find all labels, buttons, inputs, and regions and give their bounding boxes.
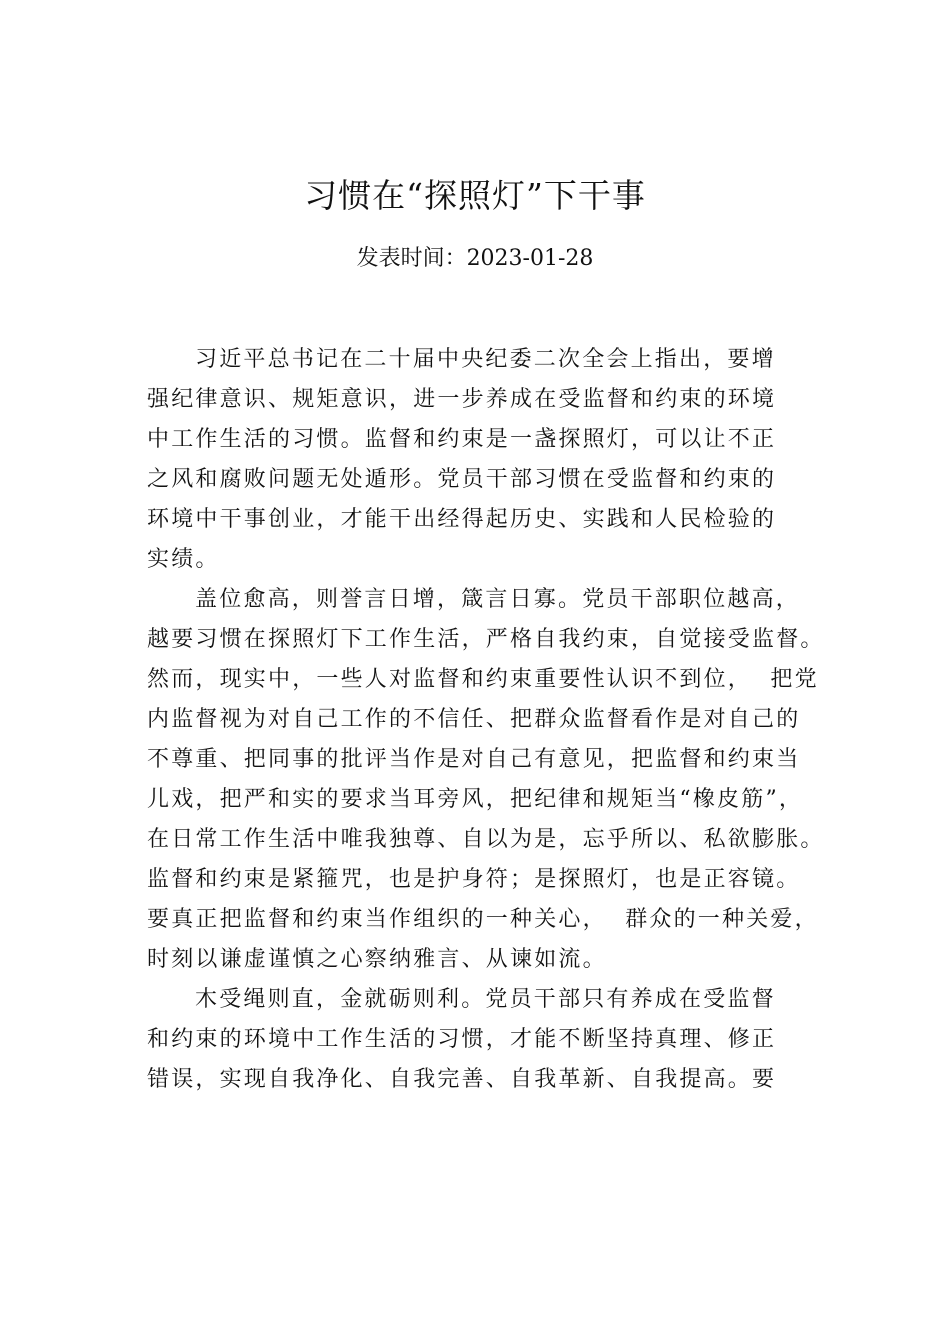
- paragraph-1-line-5: 环境中干事创业，才能干出经得起历史、实践和人民检验的: [147, 507, 777, 532]
- paragraph-2-line-10: 时刻以谦虚谨慎之心察纳雅言、从谏如流。: [147, 947, 607, 972]
- article-title: 习惯在“探照灯”下干事: [304, 176, 646, 215]
- paragraph-2-line-1: 盖位愈高，则誉言日增，箴言日寡。党员干部职位越高，: [195, 587, 801, 612]
- paragraph-2-line-5: 不尊重、把同事的批评当作是对自己有意见，把监督和约束当: [147, 747, 801, 772]
- paragraph-2-line-4: 内监督视为对自己工作的不信任、把群众监督看作是对自己的: [147, 707, 801, 732]
- paragraph-1-line-6: 实绩。: [147, 547, 220, 572]
- paragraph-2-line-7: 在日常工作生活中唯我独尊、自以为是，忘乎所以、私欲膨胀。: [147, 827, 825, 852]
- paragraph-3-line-1: 木受绳则直，金就砺则利。党员干部只有养成在受监督: [195, 987, 776, 1012]
- paragraph-2-line-3: 然而，现实中，一些人对监督和约束重要性认识不到位， 把党: [147, 667, 819, 692]
- paragraph-1-line-3: 中工作生活的习惯。监督和约束是一盏探照灯，可以让不正: [147, 427, 777, 452]
- paragraph-2-line-9: 要真正把监督和约束当作组织的一种关心， 群众的一种关爱，: [147, 907, 819, 932]
- paragraph-3-line-2: 和约束的环境中工作生活的习惯，才能不断坚持真理、修正: [147, 1027, 777, 1052]
- paragraph-1-line-4: 之风和腐败问题无处遁形。党员干部习惯在受监督和约束的: [147, 467, 777, 492]
- paragraph-3-line-3: 错误，实现自我净化、自我完善、自我革新、自我提高。要: [147, 1067, 777, 1092]
- article-body: [147, 340, 823, 1100]
- paragraph-2-line-6: 儿戏，把严和实的要求当耳旁风，把纪律和规矩当“橡皮筋”，: [147, 787, 804, 812]
- paragraph-2-line-8: 监督和约束是紧箍咒，也是护身符；是探照灯，也是正容镜。: [147, 867, 801, 892]
- paragraph-1-line-1: 习近平总书记在二十届中央纪委二次全会上指出，要增: [195, 347, 776, 372]
- paragraph-2-line-2: 越要习惯在探照灯下工作生活，严格自我约束，自觉接受监督。: [147, 627, 825, 652]
- paragraph-1-line-2: 强纪律意识、规矩意识，进一步养成在受监督和约束的环境: [147, 387, 777, 412]
- publish-date: 发表时间：2023-01-28: [356, 246, 594, 271]
